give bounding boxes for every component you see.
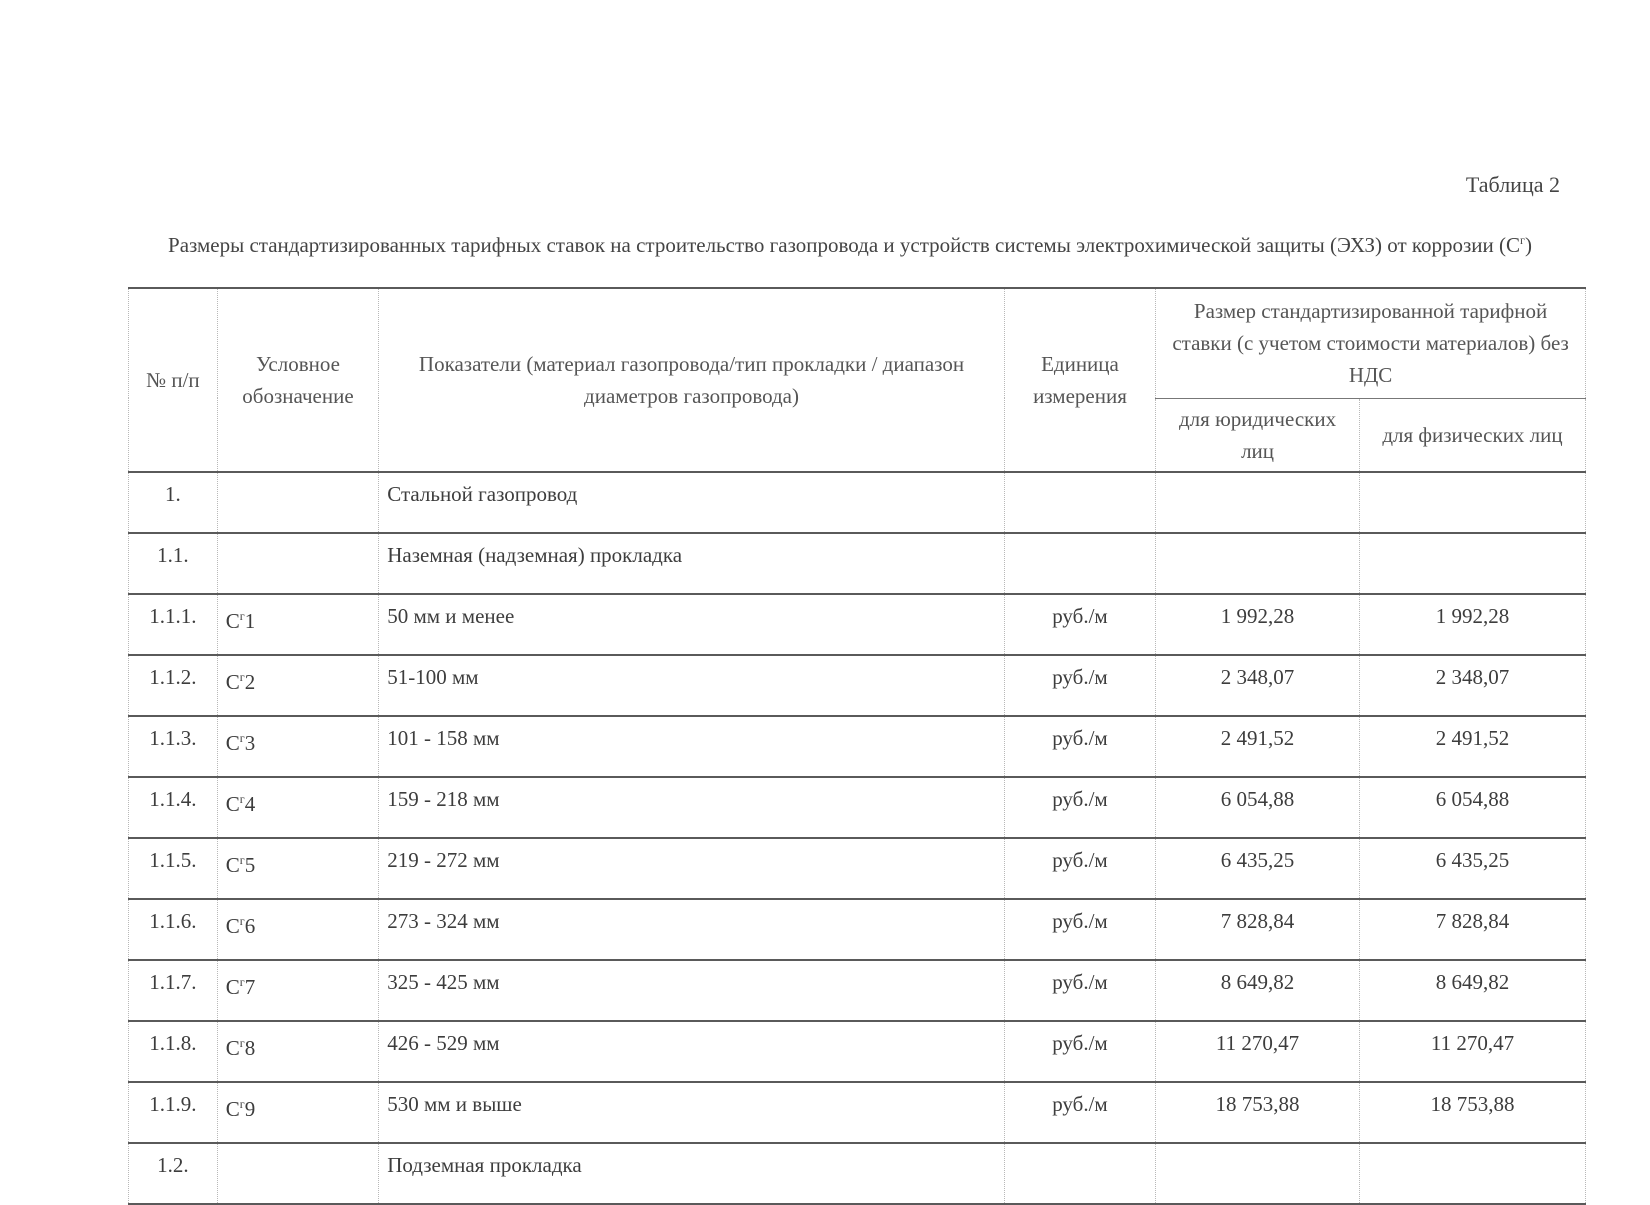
row-unit: руб./м <box>1004 899 1155 960</box>
row-legal-rate: 6 054,88 <box>1156 777 1360 838</box>
code-base: С <box>225 609 240 633</box>
row-indicator: 101 - 158 мм <box>379 716 1005 777</box>
row-legal-rate: 8 649,82 <box>1156 960 1360 1021</box>
row-individual-rate: 8 649,82 <box>1359 960 1585 1021</box>
table-row <box>129 655 1586 716</box>
row-legal-rate: 2 491,52 <box>1156 716 1360 777</box>
table-row <box>129 594 1586 655</box>
header-num: № п/п <box>129 288 218 472</box>
row-unit: руб./м <box>1004 1021 1155 1082</box>
row-code <box>217 838 378 899</box>
code-index: 3 <box>244 731 256 755</box>
code-superscript: г <box>239 853 245 867</box>
code-superscript: г <box>239 731 245 745</box>
table-body <box>129 472 1586 1204</box>
row-code <box>217 777 378 838</box>
row-unit <box>1004 472 1155 533</box>
row-unit: руб./м <box>1004 777 1155 838</box>
row-indicator: 273 - 324 мм <box>379 899 1005 960</box>
row-individual-rate <box>1359 472 1585 533</box>
row-unit: руб./м <box>1004 1082 1155 1143</box>
code-superscript: г <box>239 792 245 806</box>
table-row <box>129 716 1586 777</box>
code-superscript: г <box>239 975 245 989</box>
row-number: 1.2. <box>129 1143 218 1204</box>
row-number: 1.1.6. <box>129 899 218 960</box>
row-legal-rate: 2 348,07 <box>1156 655 1360 716</box>
code-base: С <box>225 853 240 877</box>
code-superscript: г <box>239 914 245 928</box>
table-row <box>129 838 1586 899</box>
row-code <box>217 655 378 716</box>
table-title-text: Размеры стандартизированных тарифных ставок на строительство газопровода и устройств системы электрохимической защиты (ЭХЗ) от коррозии (С <box>168 233 1521 257</box>
row-code <box>217 716 378 777</box>
code-base: С <box>225 670 240 694</box>
code-base: С <box>225 975 240 999</box>
row-number: 1.1.1. <box>129 594 218 655</box>
row-code <box>217 1021 378 1082</box>
code-base: С <box>225 731 240 755</box>
row-unit: руб./м <box>1004 594 1155 655</box>
code-base: С <box>225 1097 240 1121</box>
code-base: С <box>225 1036 240 1060</box>
row-indicator: 159 - 218 мм <box>379 777 1005 838</box>
row-code <box>217 899 378 960</box>
row-individual-rate <box>1359 1143 1585 1204</box>
header-rate-group: Размер стандартизированной тарифной ставки (с учетом стоимости материалов) без НДС <box>1156 288 1586 398</box>
row-unit: руб./м <box>1004 838 1155 899</box>
row-indicator: Наземная (надземная) прокладка <box>379 533 1005 594</box>
row-number: 1.1.7. <box>129 960 218 1021</box>
row-legal-rate: 7 828,84 <box>1156 899 1360 960</box>
row-indicator: Стальной газопровод <box>379 472 1005 533</box>
header-row <box>129 288 1586 398</box>
row-number: 1.1.5. <box>129 838 218 899</box>
row-number: 1. <box>129 472 218 533</box>
row-code <box>217 594 378 655</box>
row-legal-rate: 11 270,47 <box>1156 1021 1360 1082</box>
code-index: 1 <box>244 609 256 633</box>
row-indicator: Подземная прокладка <box>379 1143 1005 1204</box>
row-individual-rate: 6 054,88 <box>1359 777 1585 838</box>
row-number: 1.1.3. <box>129 716 218 777</box>
row-legal-rate: 18 753,88 <box>1156 1082 1360 1143</box>
table-row <box>129 1082 1586 1143</box>
row-individual-rate: 18 753,88 <box>1359 1082 1585 1143</box>
row-unit: руб./м <box>1004 716 1155 777</box>
code-index: 8 <box>244 1036 256 1060</box>
row-legal-rate <box>1156 533 1360 594</box>
row-code <box>217 960 378 1021</box>
code-base: С <box>225 792 240 816</box>
row-individual-rate: 2 348,07 <box>1359 655 1585 716</box>
row-indicator: 219 - 272 мм <box>379 838 1005 899</box>
row-number: 1.1.4. <box>129 777 218 838</box>
row-code <box>217 1143 378 1204</box>
code-superscript: г <box>239 609 245 623</box>
row-unit <box>1004 533 1155 594</box>
header-legal: для юридических лиц <box>1156 398 1360 472</box>
table-row <box>129 899 1586 960</box>
code-index: 4 <box>244 792 256 816</box>
tariff-table <box>128 287 1586 1205</box>
row-legal-rate: 6 435,25 <box>1156 838 1360 899</box>
code-index: 7 <box>244 975 256 999</box>
table-number: Таблица 2 <box>1465 172 1560 197</box>
row-number: 1.1.2. <box>129 655 218 716</box>
table-row <box>129 533 1586 594</box>
row-code <box>217 472 378 533</box>
row-code <box>217 533 378 594</box>
code-index: 6 <box>244 914 256 938</box>
table-title-superscript: г <box>1520 233 1525 247</box>
header-unit: Единица измерения <box>1004 288 1155 472</box>
table-row <box>129 1021 1586 1082</box>
code-base: С <box>225 914 240 938</box>
row-unit <box>1004 1143 1155 1204</box>
code-index: 5 <box>244 853 256 877</box>
row-indicator: 50 мм и менее <box>379 594 1005 655</box>
table-row <box>129 777 1586 838</box>
row-unit: руб./м <box>1004 960 1155 1021</box>
code-index: 9 <box>244 1097 256 1121</box>
row-legal-rate: 1 992,28 <box>1156 594 1360 655</box>
row-individual-rate <box>1359 533 1585 594</box>
row-individual-rate: 11 270,47 <box>1359 1021 1585 1082</box>
table-row <box>129 960 1586 1021</box>
row-indicator: 426 - 529 мм <box>379 1021 1005 1082</box>
code-index: 2 <box>244 670 256 694</box>
header-indicators: Показатели (материал газопровода/тип прокладки / диапазон диаметров газопровода) <box>379 288 1005 472</box>
code-superscript: г <box>239 670 245 684</box>
table-title <box>120 224 1580 261</box>
row-individual-rate: 6 435,25 <box>1359 838 1585 899</box>
row-individual-rate: 2 491,52 <box>1359 716 1585 777</box>
row-number: 1.1. <box>129 533 218 594</box>
header-code: Условное обозначение <box>217 288 378 472</box>
row-legal-rate <box>1156 472 1360 533</box>
row-individual-rate: 1 992,28 <box>1359 594 1585 655</box>
row-individual-rate: 7 828,84 <box>1359 899 1585 960</box>
row-number: 1.1.8. <box>129 1021 218 1082</box>
row-legal-rate <box>1156 1143 1360 1204</box>
row-number: 1.1.9. <box>129 1082 218 1143</box>
code-superscript: г <box>239 1036 245 1050</box>
table-row <box>129 1143 1586 1204</box>
row-unit: руб./м <box>1004 655 1155 716</box>
header-individual: для физических лиц <box>1359 398 1585 472</box>
row-indicator: 51-100 мм <box>379 655 1005 716</box>
code-superscript: г <box>239 1097 245 1111</box>
row-indicator: 325 - 425 мм <box>379 960 1005 1021</box>
row-code <box>217 1082 378 1143</box>
table-title-end: ) <box>1524 233 1532 257</box>
table-row <box>129 472 1586 533</box>
row-indicator: 530 мм и выше <box>379 1082 1005 1143</box>
